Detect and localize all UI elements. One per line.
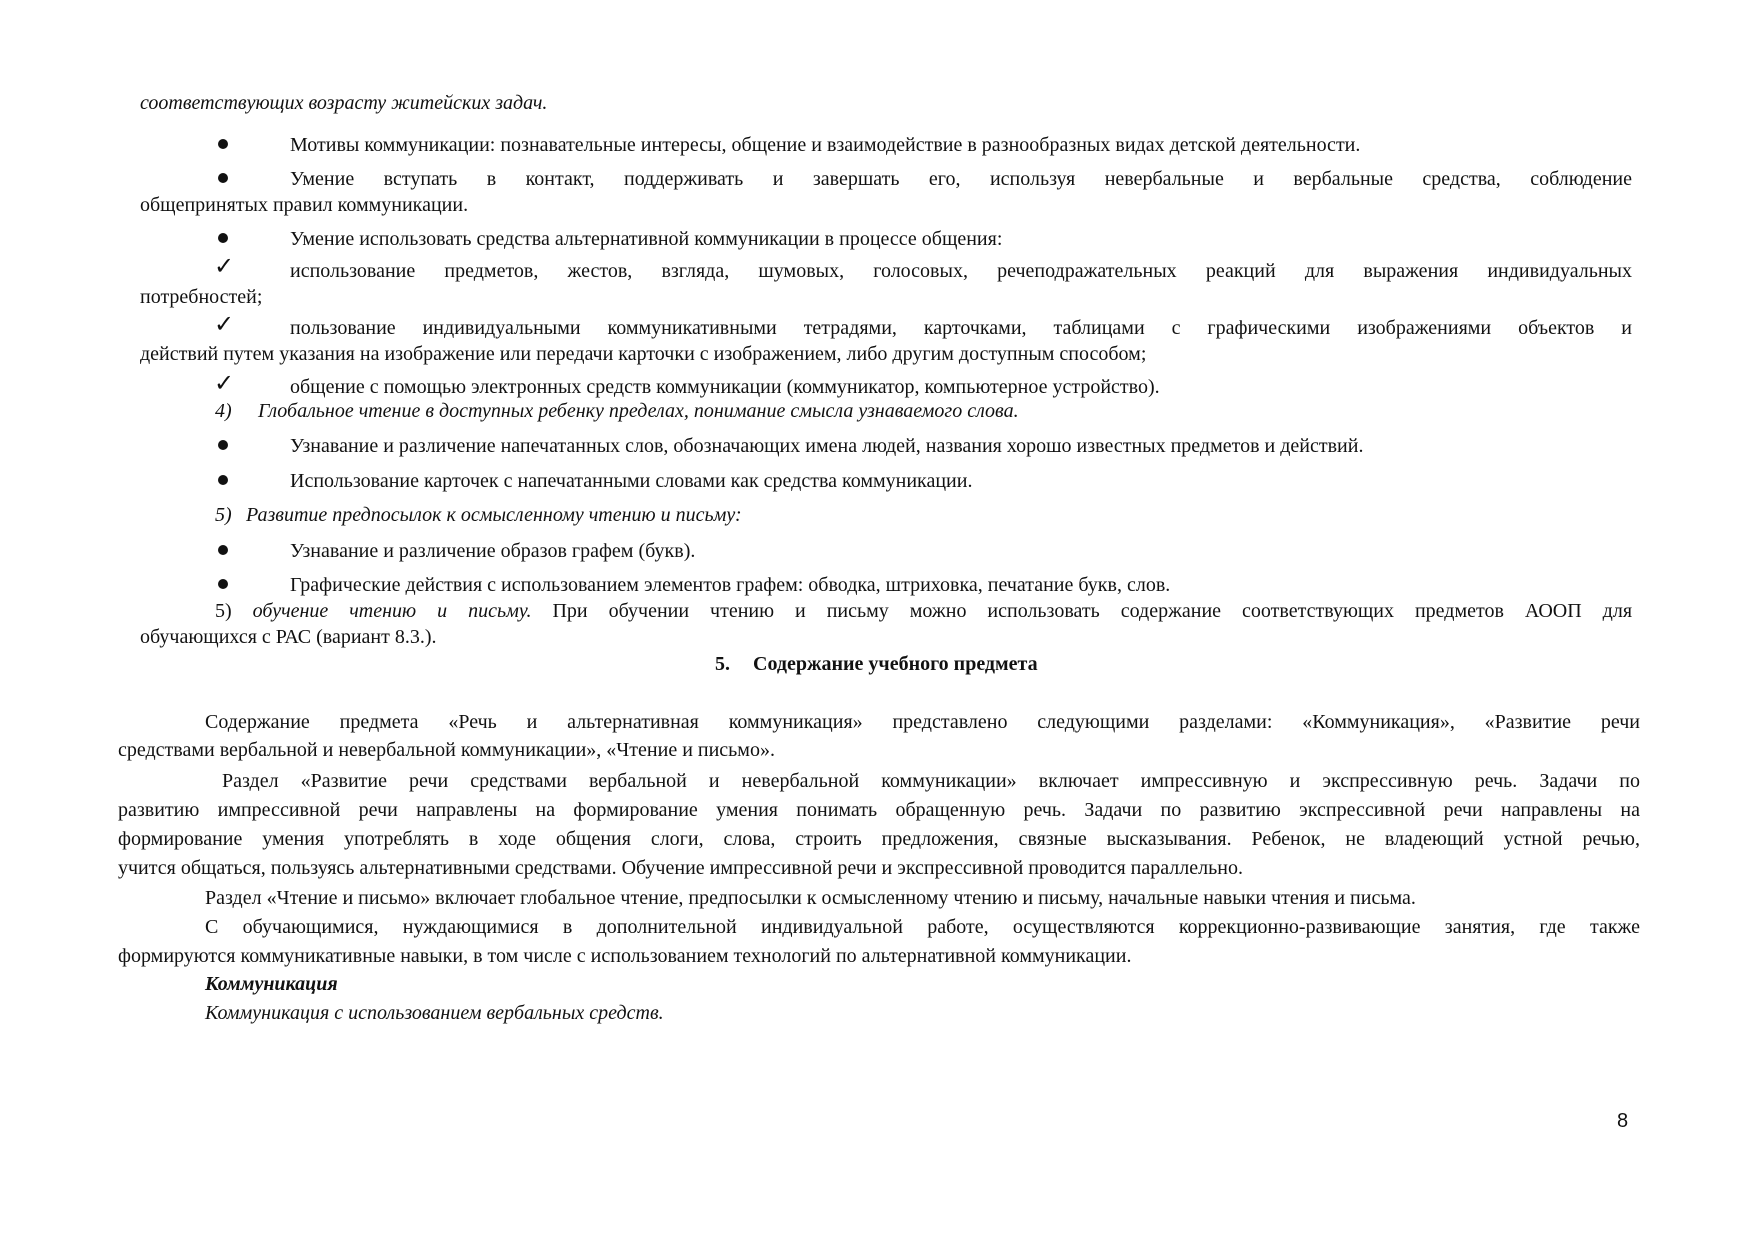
bullet-icon bbox=[218, 139, 228, 149]
paragraph-line: средствами вербальной и невербальной коммуникации», «Чтение и письмо». bbox=[118, 739, 775, 761]
paragraph-line: формируются коммуникативные навыки, в том числе с использованием технологий по альтернативной коммуникации. bbox=[118, 945, 1132, 967]
section-text-cont: обучающихся с РАС (вариант 8.3.). bbox=[140, 626, 437, 648]
check-text: использование предметов, жестов, взгляда, шумовых, голосовых, речеподражательных реакций для выражения индивидуальных bbox=[290, 260, 1632, 282]
bullet-text-cont: общепринятых правил коммуникации. bbox=[140, 194, 469, 216]
bullet-icon bbox=[218, 173, 228, 183]
bullet-icon bbox=[218, 440, 228, 450]
section-title: Развитие предпосылок к осмысленному чтению и письму: bbox=[246, 504, 742, 526]
section-text: При обучении чтению и письму можно использовать содержание соответствующих предметов АООП для bbox=[552, 600, 1633, 622]
section-paragraph bbox=[215, 598, 1632, 624]
section-title: Глобальное чтение в доступных ребенку пределах, понимание смысла узнаваемого слова. bbox=[258, 400, 1019, 422]
heading-number: 5. bbox=[715, 653, 730, 675]
paragraph-line: С обучающимися, нуждающимися в дополнительной индивидуальной работе, осуществляются коррекционно-развивающие занятия, где также bbox=[205, 916, 1640, 938]
page-number: 8 bbox=[1617, 1110, 1629, 1132]
intro-line: соответствующих возрасту житейских задач. bbox=[140, 92, 548, 114]
check-text: пользование индивидуальными коммуникативными тетрадями, карточками, таблицами с графическими изображениями объектов и bbox=[290, 317, 1632, 339]
bullet-icon bbox=[218, 233, 228, 243]
paragraph-line: Содержание предмета «Речь и альтернативная коммуникация» представлено следующими разделами: «Коммуникация», «Развитие речи bbox=[205, 711, 1640, 733]
paragraph-line: учится общаться, пользуясь альтернативными средствами. Обучение импрессивной речи и экспрессивной проводится параллельно. bbox=[118, 857, 1243, 879]
bullet-text: Узнавание и различение напечатанных слов, обозначающих имена людей, названия хорошо известных предметов и действий. bbox=[290, 435, 1364, 457]
bullet-text: Узнавание и различение образов графем (букв). bbox=[290, 540, 696, 562]
paragraph-line: развитию импрессивной речи направлены на формирование умения понимать обращенную речь. Задачи по развитию экспрессивной речи направлены на bbox=[118, 799, 1640, 821]
paragraph-line: Раздел «Развитие речи средствами вербальной и невербальной коммуникации» включает импрессивную и экспрессивную речь. Задачи по bbox=[222, 770, 1640, 792]
section-number: 5) bbox=[215, 504, 232, 526]
bullet-text: Графические действия с использованием элементов графем: обводка, штриховка, печатание букв, слов. bbox=[290, 574, 1171, 596]
section-title: обучение чтению и письму. bbox=[252, 600, 532, 622]
checkmark-icon: ✓ bbox=[214, 369, 235, 397]
section-number: 5) bbox=[215, 600, 232, 622]
bullet-text: Мотивы коммуникации: познавательные интересы, общение и взаимодействие в разнообразных видах детской деятельности. bbox=[290, 134, 1361, 156]
bullet-icon bbox=[218, 579, 228, 589]
check-text-cont: действий путем указания на изображение или передачи карточки с изображением, либо другим доступным способом; bbox=[140, 343, 1147, 365]
subsection-line: Коммуникация с использованием вербальных средств. bbox=[205, 1002, 664, 1024]
paragraph-line: формирование умения употреблять в ходе общения слоги, слова, строить предложения, связные высказывания. Ребенок, не владеющий устной речью, bbox=[118, 828, 1640, 850]
bullet-text: Использование карточек с напечатанными словами как средства коммуникации. bbox=[290, 470, 973, 492]
section-number: 4) bbox=[215, 400, 232, 422]
bullet-icon bbox=[218, 475, 228, 485]
bullet-icon bbox=[218, 545, 228, 555]
check-text-cont: потребностей; bbox=[140, 286, 263, 308]
bullet-text: Умение вступать в контакт, поддерживать и завершать его, используя невербальные и вербальные средства, соблюдение bbox=[290, 168, 1632, 190]
bullet-text: Умение использовать средства альтернативной коммуникации в процессе общения: bbox=[290, 228, 1003, 250]
paragraph-line: Раздел «Чтение и письмо» включает глобальное чтение, предпосылки к осмысленному чтению и письму, начальные навыки чтения и письма. bbox=[205, 887, 1416, 909]
checkmark-icon: ✓ bbox=[214, 310, 235, 338]
check-text: общение с помощью электронных средств коммуникации (коммуникатор, компьютерное устройство). bbox=[290, 376, 1160, 398]
subsection-heading: Коммуникация bbox=[205, 973, 338, 995]
checkmark-icon: ✓ bbox=[214, 252, 235, 280]
page-heading: Содержание учебного предмета bbox=[753, 653, 1038, 675]
